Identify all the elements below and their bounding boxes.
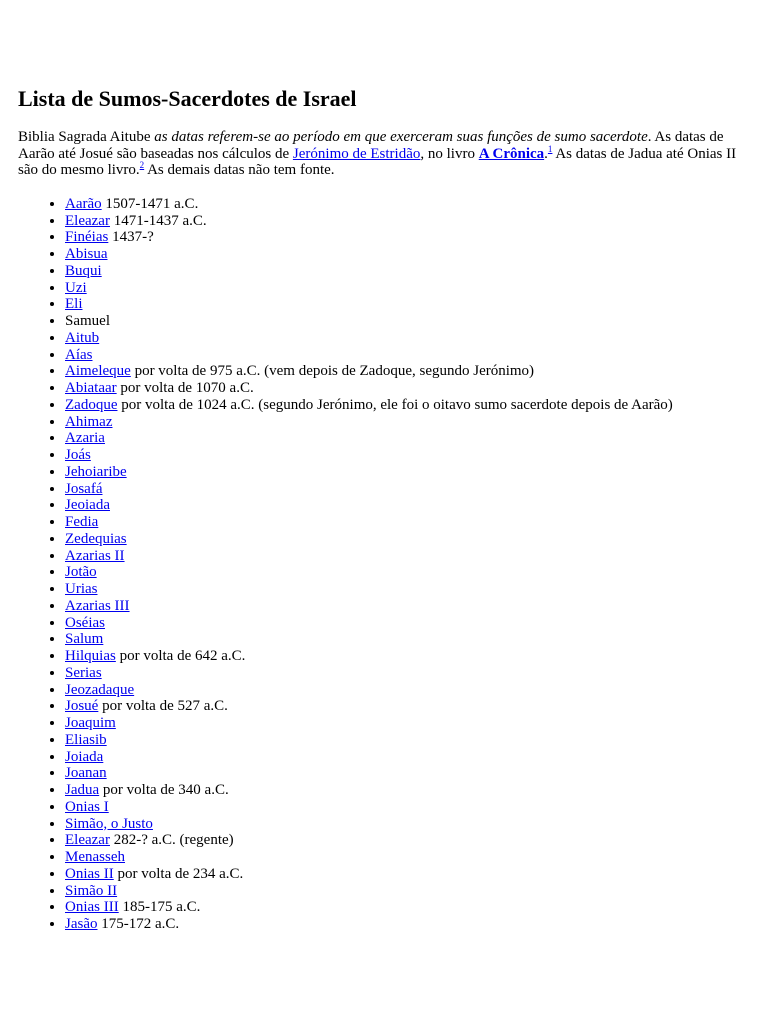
article — [18, 86, 752, 933]
intro-italic-text: as datas referem-se ao período em que exerceram suas funções de sumo sacerdote — [154, 129, 648, 145]
priest-name-link[interactable]: Zadoque — [65, 396, 118, 413]
list-item — [65, 715, 752, 732]
priest-name-link[interactable]: Aarão — [65, 195, 102, 212]
list-item — [65, 682, 752, 699]
priest-name-link[interactable]: Josué — [65, 698, 99, 715]
list-item — [65, 514, 752, 531]
list-item — [65, 397, 752, 414]
priest-name-link[interactable]: Eli — [65, 296, 83, 313]
priest-name-link[interactable]: Aimeleque — [65, 363, 131, 380]
list-item — [65, 564, 752, 581]
priest-name-link[interactable]: Salum — [65, 631, 104, 648]
priest-name-link[interactable]: Buqui — [65, 262, 102, 279]
priest-name-link[interactable]: Onias I — [65, 798, 109, 815]
priest-note: por volta de 340 a.C. — [99, 782, 229, 799]
list-item — [65, 414, 752, 431]
priest-name-link[interactable]: Urias — [65, 581, 98, 598]
priest-name-link[interactable]: Abisua — [65, 246, 108, 263]
priest-name-link[interactable]: Abiataar — [65, 380, 117, 397]
priest-name-link[interactable]: Joiada — [65, 748, 104, 765]
priest-note: por volta de 975 a.C. (vem depois de Zadoque, segundo Jerónimo) — [130, 363, 535, 380]
intro-text-2: . As datas de Aarão até Josué são baseadas nos cálculos de — [18, 129, 724, 162]
list-item — [65, 330, 752, 347]
priest-name-link[interactable]: Azaria — [65, 430, 105, 447]
list-item — [65, 799, 752, 816]
intro-text-3: , no livro — [420, 145, 479, 162]
priest-name-link[interactable]: Onias II — [65, 865, 114, 882]
intro-text-6: As demais datas não tem fonte. — [144, 162, 335, 179]
list-item — [65, 899, 752, 916]
priest-name-link[interactable]: Aitub — [65, 329, 100, 346]
intro-text-1: Biblia Sagrada Aitube — [18, 129, 155, 145]
priest-note: por volta de 1070 a.C. — [116, 380, 254, 397]
link-jeronimo[interactable]: Jerónimo de Estridão — [292, 145, 421, 162]
priest-note: por volta de 1024 a.C. (segundo Jerónimo, ele foi o oitavo sumo sacerdote depois de Aarão) — [117, 396, 673, 413]
intro-text-4: . — [544, 145, 548, 162]
reference-1-link[interactable]: 1 — [547, 143, 553, 154]
list-item — [65, 531, 752, 548]
list-item — [65, 866, 752, 883]
priest-name-link[interactable]: Ahimaz — [65, 413, 113, 430]
list-item — [65, 497, 752, 514]
list-item — [65, 749, 752, 766]
list-item — [65, 648, 752, 665]
priest-name-link[interactable]: Joás — [65, 447, 91, 464]
list-item — [65, 883, 752, 900]
priest-name-link[interactable]: Eleazar — [65, 212, 110, 229]
priest-name-link[interactable]: Zedequias — [65, 530, 127, 547]
list-item — [65, 213, 752, 230]
list-item — [65, 246, 752, 263]
list-item — [65, 665, 752, 682]
priest-name-link[interactable]: Simão, o Justo — [65, 815, 153, 832]
priest-name-link[interactable]: Jeozadaque — [65, 681, 135, 698]
priest-name-link[interactable]: Aías — [65, 346, 93, 363]
list-item — [65, 447, 752, 464]
list-item — [65, 548, 752, 565]
priest-name-link[interactable]: Azarias III — [65, 597, 130, 614]
list-item — [65, 765, 752, 782]
list-item — [65, 313, 752, 330]
priest-name-link[interactable]: Jehoiaribe — [65, 463, 127, 480]
priest-note: 175-172 a.C. — [97, 916, 180, 933]
reference-2-link[interactable]: 2 — [139, 160, 145, 171]
list-item — [65, 280, 752, 297]
priest-name-link[interactable]: Onias III — [65, 899, 119, 916]
list-item — [65, 481, 752, 498]
priest-name-link[interactable]: Jadua — [65, 782, 100, 799]
priest-name-link[interactable]: Jasão — [65, 916, 98, 933]
list-item — [65, 464, 752, 481]
link-a-cronica[interactable]: A Crônica — [478, 145, 545, 162]
list-item — [65, 732, 752, 749]
list-item — [65, 263, 752, 280]
priest-name-link[interactable]: Jeoiada — [65, 497, 110, 514]
list-item — [65, 196, 752, 213]
intro-text-5: As datas de Jadua até Onias II são do mesmo livro. — [18, 145, 737, 179]
priest-name-link[interactable]: Jotão — [65, 564, 97, 581]
list-item — [65, 296, 752, 313]
list-item — [65, 849, 752, 866]
intro-paragraph — [18, 129, 752, 179]
priest-note: 1507-1471 a.C. — [101, 195, 199, 212]
list-item — [65, 581, 752, 598]
list-item — [65, 598, 752, 615]
priest-name-link[interactable]: Fedia — [65, 514, 99, 531]
list-item — [65, 631, 752, 648]
list-item — [65, 698, 752, 715]
list-item — [65, 430, 752, 447]
priest-note: 282-? a.C. (regente) — [109, 832, 234, 849]
priest-name-link[interactable]: Joanan — [65, 765, 107, 782]
priest-list — [18, 196, 752, 933]
priest-name-link[interactable]: Eleazar — [65, 832, 110, 849]
priest-note: 1471-1437 a.C. — [109, 212, 207, 229]
list-item — [65, 615, 752, 632]
priest-name-link[interactable]: Finéias — [65, 229, 109, 246]
priest-name-link[interactable]: Josafá — [65, 480, 103, 497]
priest-name-link[interactable]: Menasseh — [65, 849, 125, 866]
priest-note: 185-175 a.C. — [118, 899, 201, 916]
priest-name-link[interactable]: Eliasib — [65, 731, 107, 748]
list-item — [65, 380, 752, 397]
priest-note: por volta de 234 a.C. — [113, 865, 244, 882]
page-title: Lista de Sumos-Sacerdotes de Israel — [18, 86, 357, 111]
priest-name-link[interactable]: Joaquim — [65, 715, 116, 732]
list-item — [65, 916, 752, 933]
list-item — [65, 363, 752, 380]
list-item — [65, 782, 752, 799]
priest-name-link[interactable]: Azarias II — [65, 547, 125, 564]
priest-name-link[interactable]: Uzi — [65, 279, 87, 296]
priest-note: por volta de 527 a.C. — [98, 698, 228, 715]
list-item — [65, 816, 752, 833]
list-item — [65, 347, 752, 364]
list-item — [65, 229, 752, 246]
priest-note: 1437-? — [108, 229, 154, 246]
priest-name: Samuel — [65, 313, 110, 330]
list-item — [65, 832, 752, 849]
priest-name-link[interactable]: Simão II — [65, 882, 118, 899]
priest-name-link[interactable]: Hilquias — [65, 648, 116, 665]
priest-name-link[interactable]: Serias — [65, 664, 102, 681]
priest-name-link[interactable]: Oséias — [65, 614, 105, 631]
priest-note: por volta de 642 a.C. — [115, 648, 246, 665]
